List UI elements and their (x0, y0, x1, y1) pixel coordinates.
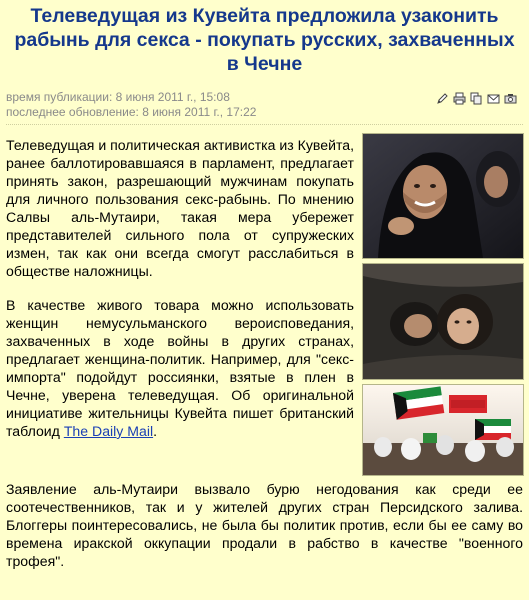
header-divider (6, 124, 523, 125)
photo-activist (362, 133, 524, 259)
article-toolbar (436, 92, 517, 105)
daily-mail-link[interactable]: The Daily Mail (63, 423, 154, 439)
photo-crowd-flags (362, 384, 524, 476)
paragraph-2 (6, 296, 354, 440)
pencil-icon[interactable] (436, 92, 449, 105)
updated-date: последнее обновление: 8 июня 2011 г., 17:22 (6, 105, 257, 119)
paragraph-3: Заявление аль-Мутаири вызвало бурю негодования как среди ее соотечественников, так и у жителей других стран Персидского залива. Блоггеры поинтересовались, не была бы политик против, если бы ее саму во времена иракской оккупации продали в рабство в качестве "военного трофея". (6, 481, 523, 569)
article-title: Телеведущая из Кувейта предложила узаконить рабынь для секса - покупать русских, захваченных в Чечне (14, 5, 515, 75)
published-date: время публикации: 8 июня 2011 г., 15:08 (6, 90, 230, 104)
paragraph-2-end: . (153, 423, 158, 439)
print-icon[interactable] (453, 92, 466, 105)
camera-icon[interactable] (504, 92, 517, 105)
paragraph-2-text: В качестве живого товара можно использовать женщин немусульманского вероисповедания, захваченных в ходе войны в других странах, предлагает женщина-политик. Например, для "секс-импорта" подойдут россиянки, взятые в плен в Чечне, уверена телеведущая. Об оригинальной инициативе жительницы Кувейта пишет британский таблоид (6, 297, 354, 439)
mail-icon[interactable] (487, 92, 500, 105)
photo-women-window (362, 263, 524, 380)
article-body (6, 136, 354, 456)
copy-icon[interactable] (470, 92, 483, 105)
article-meta (6, 90, 256, 120)
paragraph-1: Телеведущая и политическая активистка из Кувейта, ранее баллотировавшаяся в парламент, предлагает принять закон, разрешающий мужчинам покупать для личного пользования секс-рабынь. По мнению Салвы аль-Мутаири, такая мера убережет представителей сильного пола от супружеских измен, так как они всегда смогут расслабиться в обществе наложницы. (6, 137, 355, 279)
